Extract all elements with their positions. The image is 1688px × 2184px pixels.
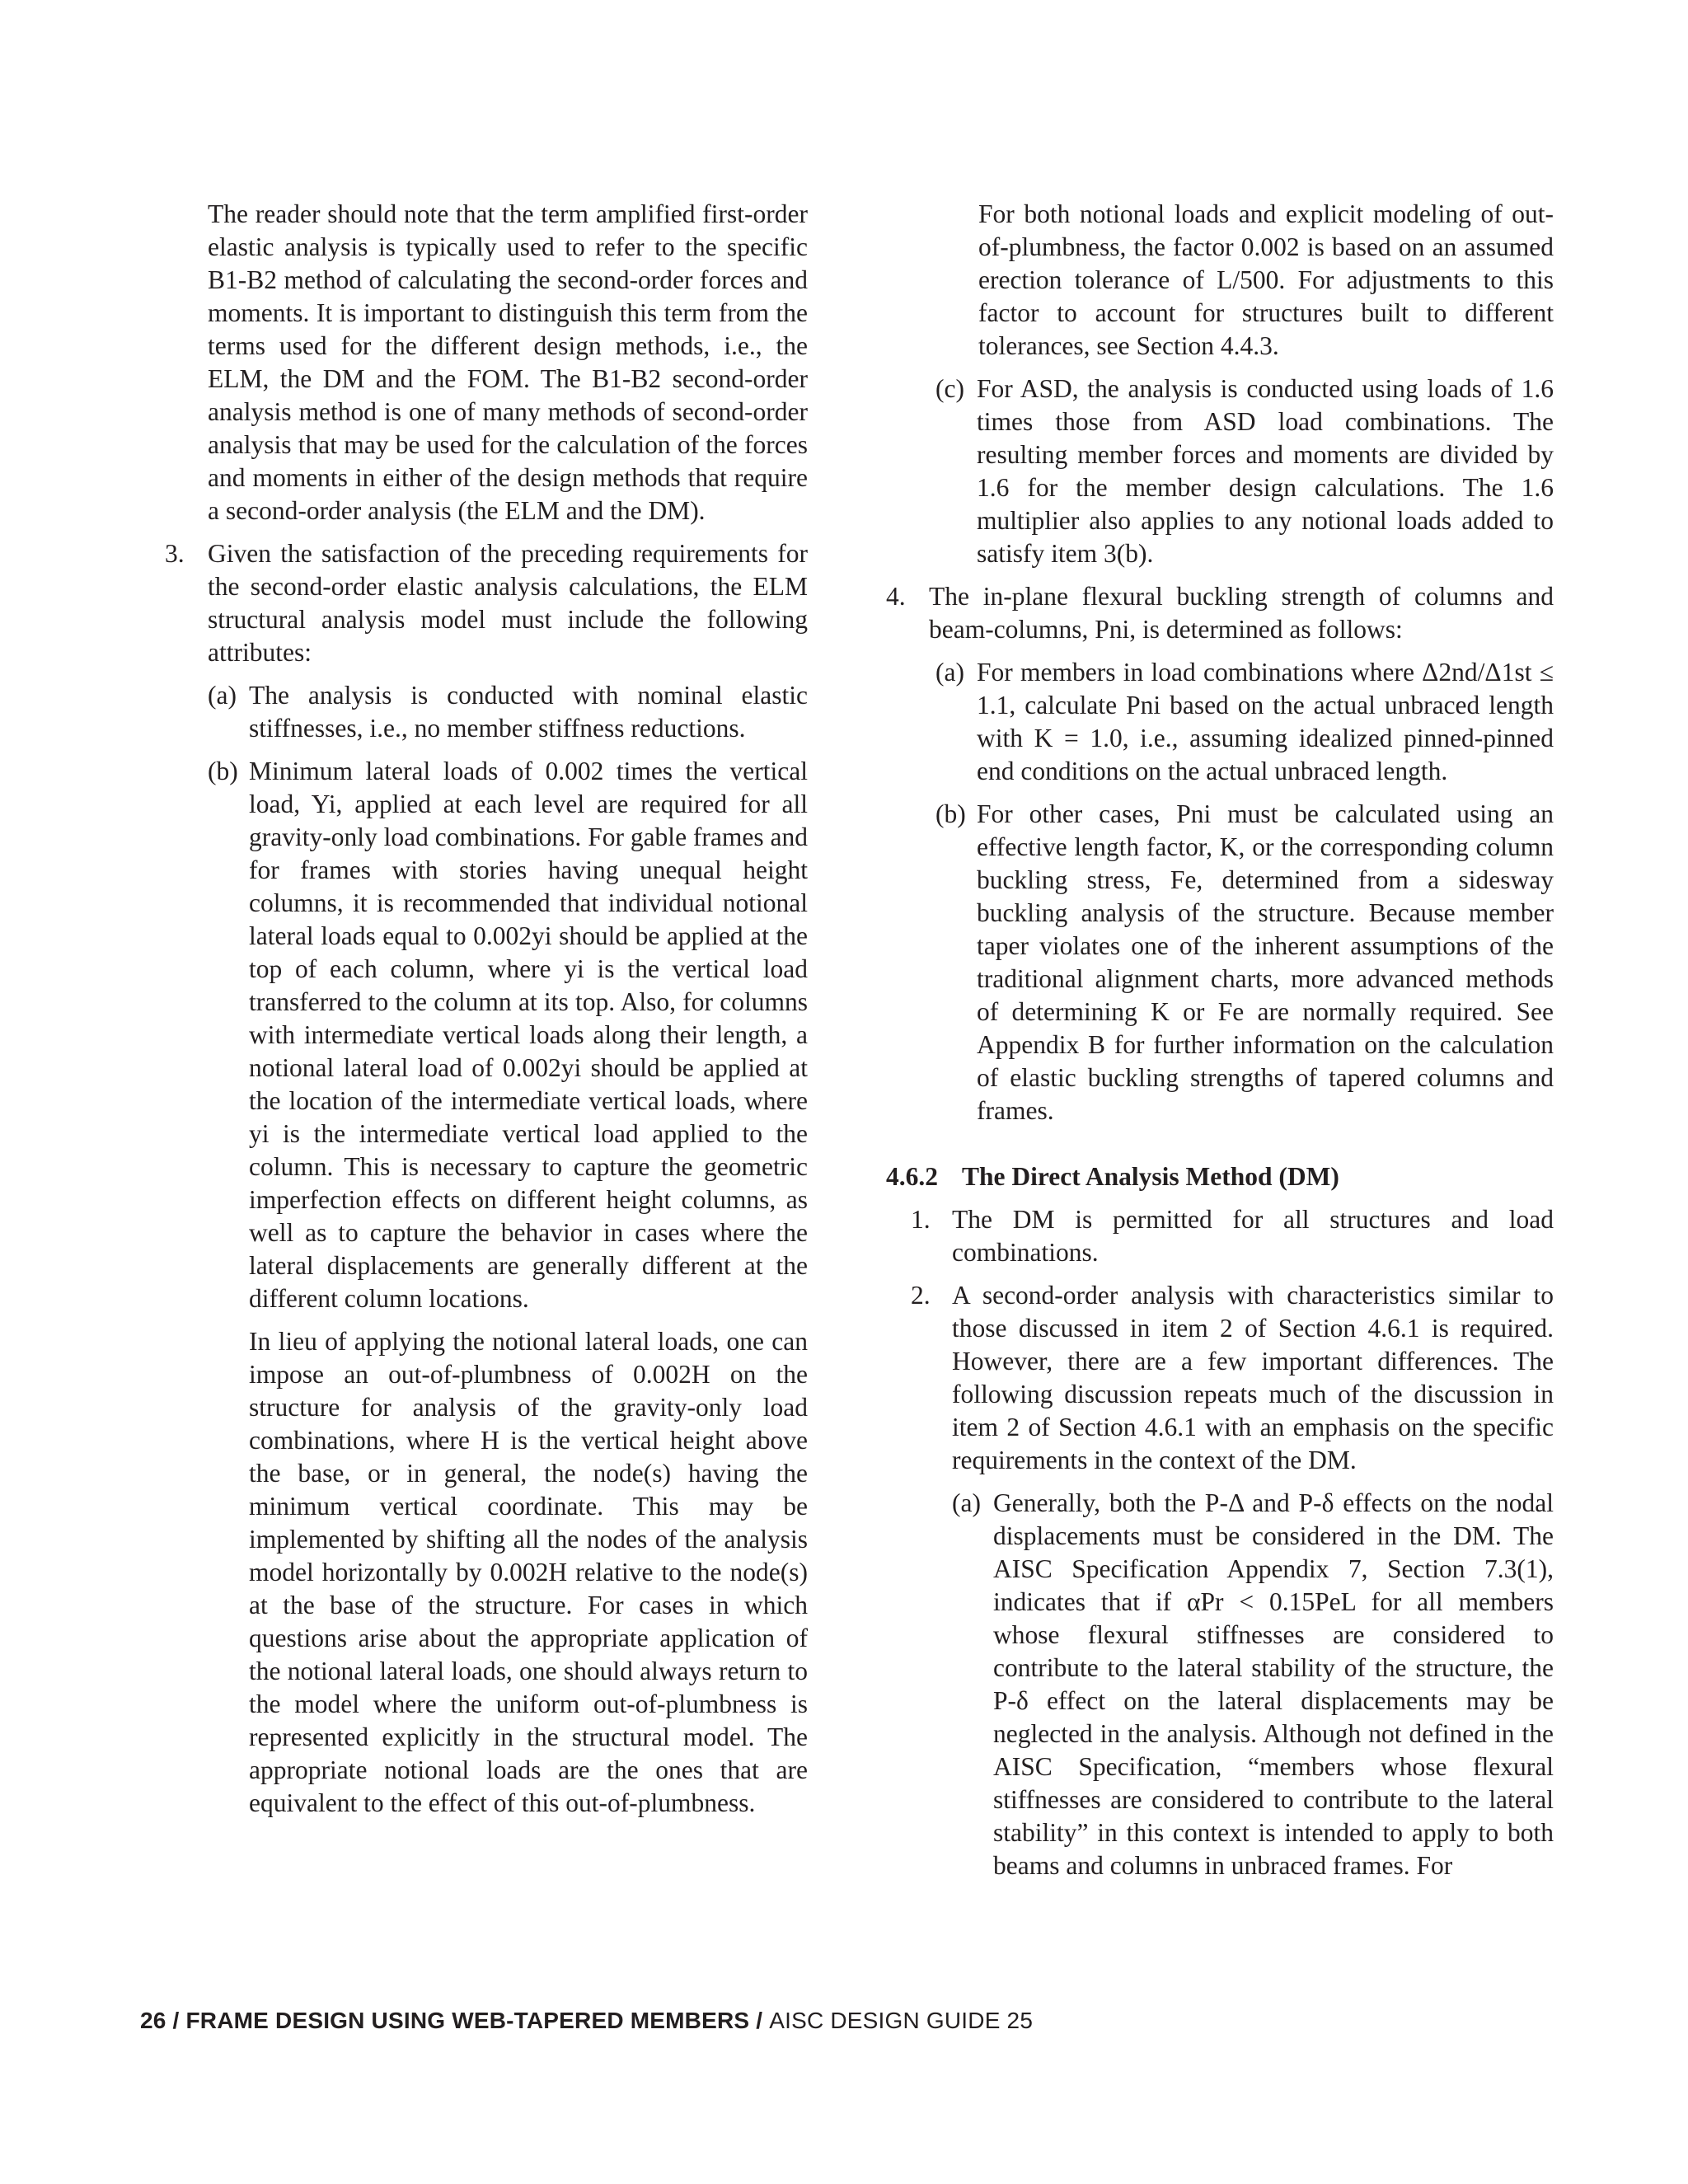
sublist-label: (a) xyxy=(935,658,964,687)
section-number: 4.6.2 xyxy=(886,1162,938,1191)
publication-name: AISC DESIGN GUIDE 25 xyxy=(769,2008,1034,2033)
sublist-label: (a) xyxy=(208,681,237,710)
sublist-label: (a) xyxy=(952,1488,981,1517)
list-item-text: The in-plane flexural buckling strength of columns and beam-columns, Pni, is determined as follows: xyxy=(929,582,1554,644)
sublist-4 xyxy=(935,656,1554,1127)
right-column xyxy=(886,198,1554,1882)
sublist-item-a xyxy=(952,1487,1554,1882)
dm-list-item-1 xyxy=(886,1203,1554,1269)
list-number: 1. xyxy=(911,1205,931,1234)
sublist-item-text: Generally, both the P-Δ and P-δ effects on the nodal displacements must be considered in the DM. The AISC Specification Appendix 7, Section 7.3(1), indicates that if αPr < 0.15PeL for all members whose flexural stiffnesses are considered to contribute to the lateral stability of the structure, the P-δ effect on the lateral displacements may be neglected in the analysis. Although not defined in the AISC Specification, “members whose flexural stiffnesses are considered to contribute to the lateral stability” in this context is intended to apply to both beams and columns in unbraced frames. For xyxy=(993,1488,1554,1880)
sublist-item-c xyxy=(935,373,1554,570)
dm-list-item-2 xyxy=(886,1279,1554,1477)
list-item-text: Given the satisfaction of the preceding requirements for the second-order elastic analysis calculations, the ELM structural analysis model must include the following attributes: xyxy=(208,539,808,667)
sublist-item-text: For other cases, Pni must be calculated using an effective length factor, K, or the corresponding column buckling stress, Fe, determined from a sidesway buckling analysis of the structure. Because member taper violates one of the inherent assumptions of the traditional alignment charts, more advanced methods of determining K or Fe are normally required. See Appendix B for further information on the calculation of elastic buckling strengths of tapered columns and frames. xyxy=(977,799,1554,1125)
sublist-item-a xyxy=(935,656,1554,788)
book-title: FRAME DESIGN USING WEB-TAPERED MEMBERS xyxy=(185,2008,750,2033)
page-footer: 26 / FRAME DESIGN USING WEB-TAPERED MEMBERS / AISC DESIGN GUIDE 25 xyxy=(140,2008,1034,2033)
section-heading xyxy=(886,1160,1554,1193)
list-number: 2. xyxy=(911,1281,931,1310)
sublist-3-continued xyxy=(935,373,1554,570)
sublist-item-text: For ASD, the analysis is conducted using loads of 1.6 times those from ASD load combinations. The resulting member forces and moments are divided by 1.6 for the member design calculations. The 1.6 multiplier also applies to any notional loads added to satisfy item 3(b). xyxy=(977,374,1554,568)
list-item-4 xyxy=(886,580,1554,646)
continued-paragraph: For both notional loads and explicit modeling of out-of-plumbness, the factor 0.002 is based on an assumed erection tolerance of L/500. For adjustments to this factor to account for structures built to different tolerances, see Section 4.4.3. xyxy=(978,199,1554,360)
section-title: The Direct Analysis Method (DM) xyxy=(962,1162,1339,1191)
dm-sublist-2 xyxy=(952,1487,1554,1882)
list-number: 4. xyxy=(886,582,906,611)
sublist-label: (b) xyxy=(208,757,238,785)
list-item-3 xyxy=(165,537,808,669)
sublist-item-b xyxy=(208,755,808,1820)
sublist-item-text: For members in load combinations where Δ2nd/Δ1st ≤ 1.1, calculate Pni based on the actual unbraced length with K = 1.0, i.e., assuming idealized pinned-pinned end conditions on the actual unbraced length. xyxy=(977,658,1554,785)
sublist-item-a xyxy=(208,679,808,745)
page-number: 26 xyxy=(140,2008,166,2033)
intro-paragraph: The reader should note that the term amplified first-order elastic analysis is typically used to refer to the specific B1-B2 method of calculating the second-order forces and moments. It is important to distinguish this term from the terms used for the different design methods, i.e., the ELM, the DM and the FOM. The B1-B2 second-order analysis method is one of many methods of second-order analysis that may be used for the calculation of the forces and moments in either of the design methods that require a second-order analysis (the ELM and the DM). xyxy=(208,199,808,525)
sublist-label: (c) xyxy=(935,374,964,403)
sublist-item-b xyxy=(935,798,1554,1127)
sublist-item-text: Minimum lateral loads of 0.002 times the vertical load, Yi, applied at each level are required for all gravity-only load combinations. For gable frames and for frames with stories having unequal height columns, it is recommended that individual notional lateral loads equal to 0.002yi should be applied at the top of each column, where yi is the vertical load transferred to the column at its top. Also, for columns with intermediate vertical loads along their length, a notional lateral load of 0.002yi should be applied at the location of the intermediate vertical loads, where yi is the intermediate vertical load applied to the column. This is necessary to capture the geometric imperfection effects on different height columns, as well as to capture the behavior in cases where the lateral displacements are generally different at the different column locations. xyxy=(249,757,808,1313)
list-item-text: A second-order analysis with characteristics similar to those discussed in item 2 of Section 4.6.1 is required. However, there are a few important differences. The following discussion repeats much of the discussion in item 2 of Section 4.6.1 with an emphasis on the specific requirements in the context of the DM. xyxy=(952,1281,1554,1474)
sublist-item-paragraph: In lieu of applying the notional lateral loads, one can impose an out-of-plumbness of 0.002H on the structure for analysis of the gravity-only load combinations, where H is the vertical height above the base, or in general, the node(s) having the minimum vertical coordinate. This may be implemented by shifting all the nodes of the analysis model horizontally by 0.002H relative to the node(s) at the base of the structure. For cases in which questions arise about the appropriate application of the notional lateral loads, one should always return to the model where the uniform out-of-plumbness is represented explicitly in the structural model. The appropriate notional loads are the ones that are equivalent to the effect of this out-of-plumbness. xyxy=(249,1327,808,1817)
list-item-text: The DM is permitted for all structures and load combinations. xyxy=(952,1205,1554,1267)
sublist-label: (b) xyxy=(935,799,966,828)
list-number: 3. xyxy=(165,539,185,568)
left-column xyxy=(165,198,808,1820)
sublist-item-text: The analysis is conducted with nominal elastic stiffnesses, i.e., no member stiffness reductions. xyxy=(249,681,808,743)
sublist-3 xyxy=(208,679,808,1820)
